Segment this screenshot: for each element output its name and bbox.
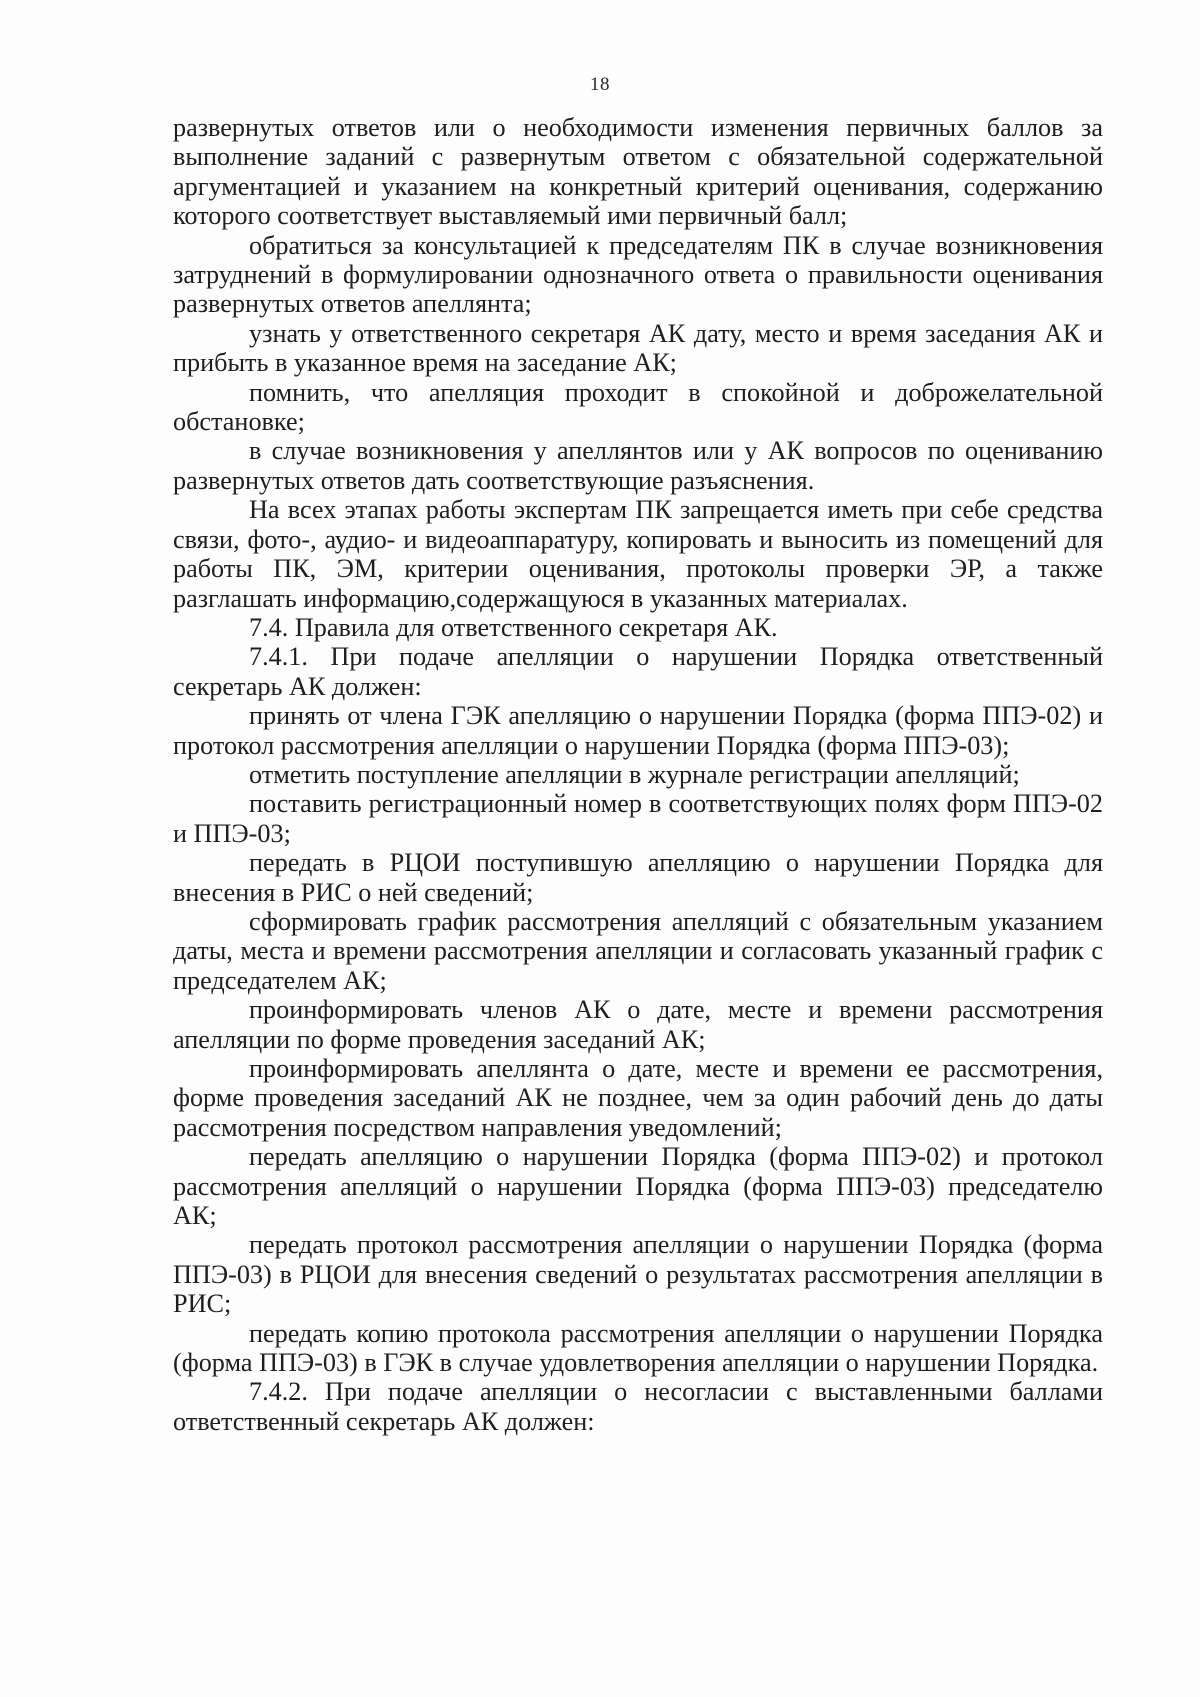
subsection-heading: 7.4.2. При подаче апелляции о несогласии с выставленными баллами ответственный секретарь АК должен: (173, 1377, 1103, 1436)
paragraph: узнать у ответственного секретаря АК дату, место и время заседания АК и прибыть в указанное время на заседание АК; (173, 318, 1103, 378)
paragraph: отметить поступление апелляции в журнале регистрации апелляций; (249, 759, 1020, 789)
paragraph: проинформировать апеллянта о дате, месте и времени ее рассмотрения, форме проведения заседаний АК не позднее, чем за один рабочий день до даты рассмотрения посредством направления уведомлений; (173, 1054, 1103, 1142)
paragraph: передать апелляцию о нарушении Порядка (форма ППЭ-02) и протокол рассмотрения апелляций о нарушении Порядка (форма ППЭ-03) председателю АК; (173, 1142, 1103, 1231)
paragraph: передать в РЦОИ поступившую апелляцию о нарушении Порядка для внесения в РИС о ней сведений; (173, 848, 1103, 907)
page-number: 18 (590, 74, 610, 95)
paragraph: поставить регистрационный номер в соответствующих полях форм ППЭ-02 и ППЭ-03; (173, 789, 1103, 848)
section-heading: 7.4. Правила для ответственного секретаря АК. (249, 612, 778, 642)
paragraph: передать протокол рассмотрения апелляции о нарушении Порядка (форма ППЭ-03) в РЦОИ для внесения сведений о результатах рассмотрения апелляции в РИС; (173, 1230, 1103, 1319)
paragraph: принять от члена ГЭК апелляцию о нарушении Порядка (форма ППЭ-02) и протокол рассмотрения апелляции о нарушении Порядка (форма ППЭ-03); (173, 701, 1103, 760)
paragraph: помнить, что апелляция проходит в спокойной и доброжелательной обстановке; (173, 377, 1103, 437)
paragraph: сформировать график рассмотрения апелляций с обязательным указанием даты, места и времени рассмотрения апелляции и согласовать указанный график с председателем АК; (173, 906, 1103, 995)
paragraph: обратиться за консультацией к председателям ПК в случае возникновения затруднений в формулировании однозначного ответа о правильности оценивания развернутых ответов апеллянта; (173, 230, 1103, 319)
subsection-heading: 7.4.1. При подаче апелляции о нарушении Порядка ответственный секретарь АК должен: (173, 642, 1103, 701)
paragraph: в случае возникновения у апеллянтов или у АК вопросов по оцениванию развернутых ответов дать соответствующие разъяснения. (173, 436, 1103, 495)
paragraph: передать копию протокола рассмотрения апелляции о нарушении Порядка (форма ППЭ-03) в ГЭК в случае удовлетворения апелляции о нарушении Порядка. (173, 1318, 1103, 1378)
paragraph: На всех этапах работы экспертам ПК запрещается иметь при себе средства связи, фото-, аудио- и видеоаппаратуру, копировать и выносить из помещений для работы ПК, ЭМ, критерии оценивания, протоколы проверки ЭР, а также разглашать информацию,содержащуюся в указанных материалах. (173, 495, 1103, 613)
paragraph: развернутых ответов или о необходимости изменения первичных баллов за выполнение заданий с развернутым ответом с обязательной содержательной аргументацией и указанием на конкретный критерий оценивания, содержанию которого соответствует выставляемый ими первичный балл; (173, 113, 1103, 231)
paragraph: проинформировать членов АК о дате, месте и времени рассмотрения апелляции по форме проведения заседаний АК; (173, 995, 1103, 1054)
document-body (173, 113, 1103, 1436)
